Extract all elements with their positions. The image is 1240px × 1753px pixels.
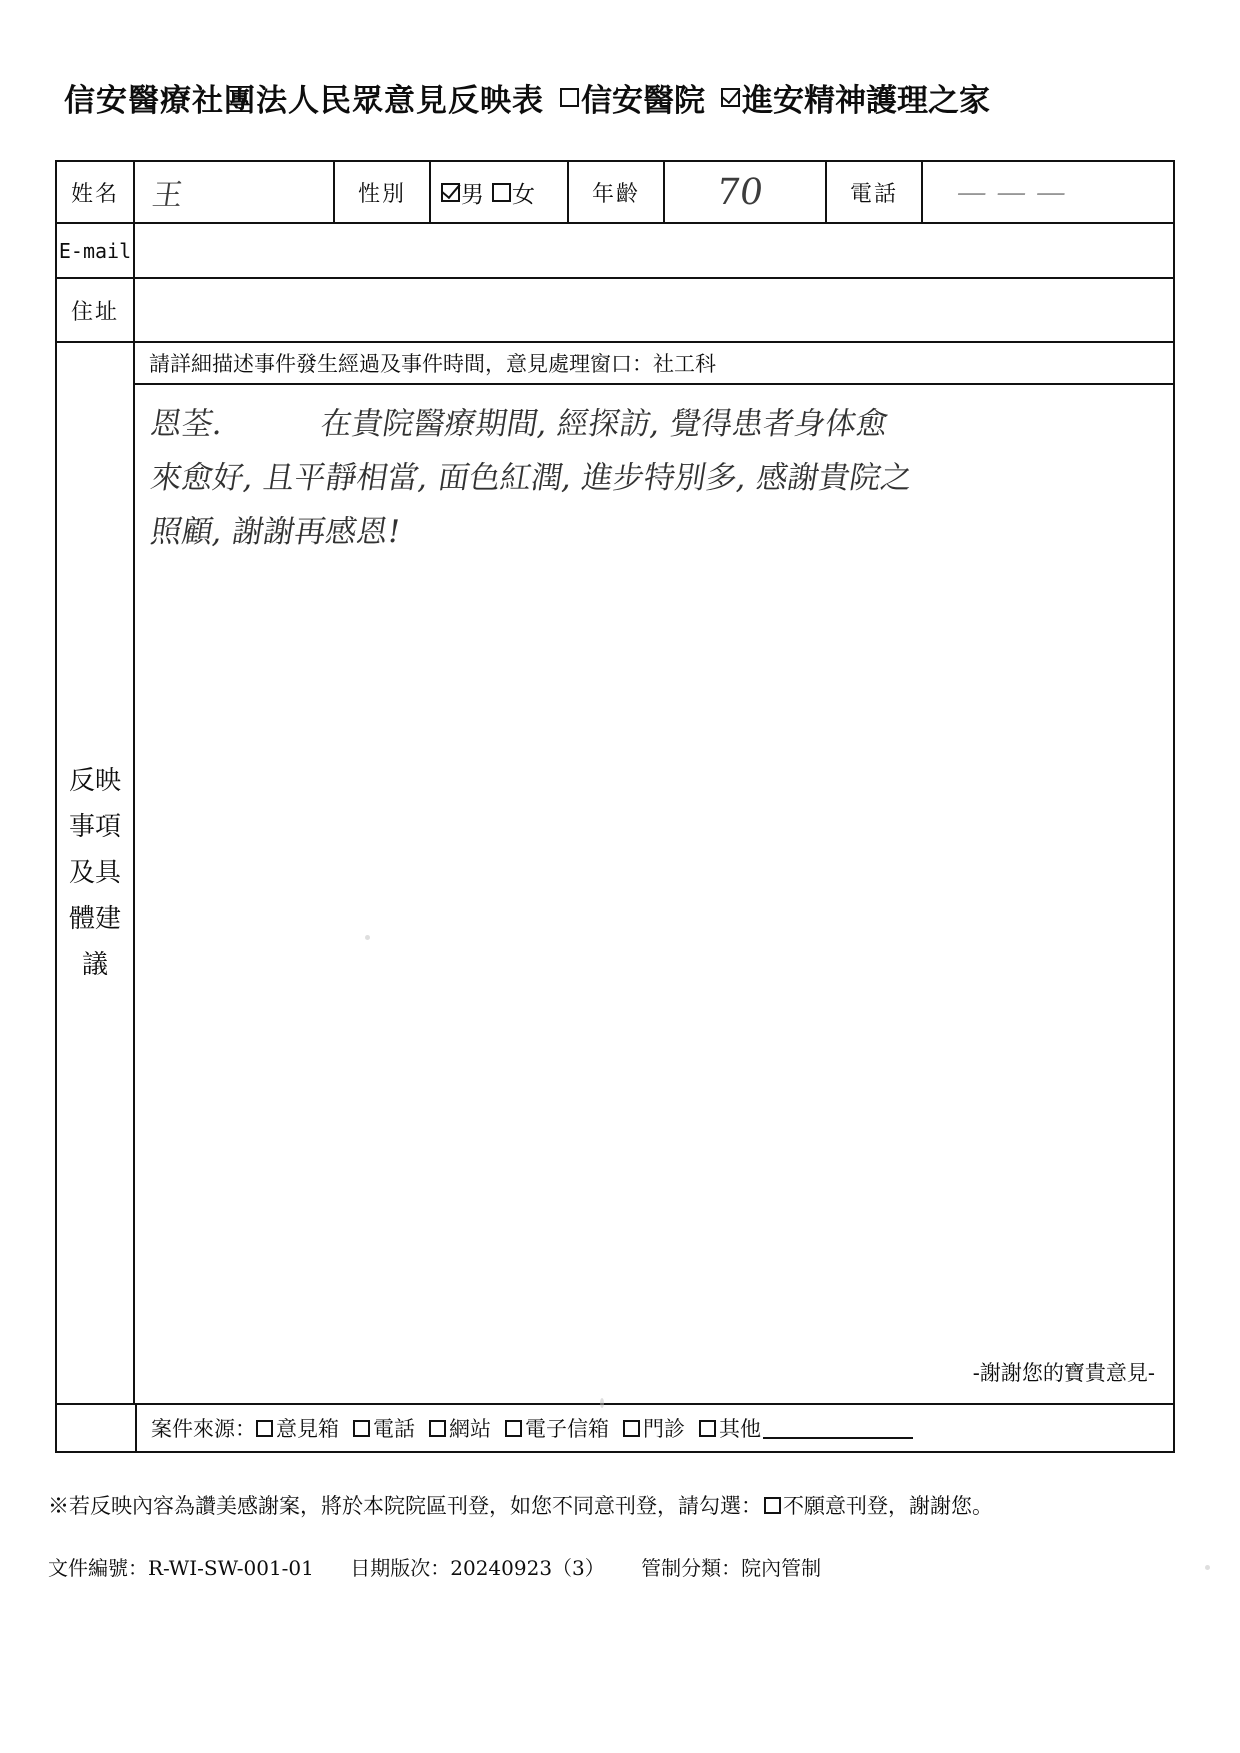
tel-field[interactable] [923, 162, 1173, 222]
feedback-side-label-text: 反映事項及具體建議 [68, 766, 121, 980]
checkbox-other-icon[interactable] [699, 1420, 716, 1437]
source-option-suggestion-box-label: 意見箱 [276, 1417, 339, 1441]
scan-artifact [365, 935, 370, 940]
page-title: 信安醫療社團法人民眾意見反映表 [64, 83, 544, 119]
age-label: 年齡 [569, 162, 665, 222]
source-option-phone[interactable] [353, 1413, 415, 1443]
scan-artifact [1205, 1565, 1210, 1570]
age-field[interactable] [665, 162, 827, 222]
checkbox-clinic-icon[interactable] [623, 1420, 640, 1437]
address-field[interactable] [135, 279, 1173, 341]
feedback-textarea[interactable] [135, 385, 1173, 1403]
source-other-input[interactable] [763, 1417, 913, 1439]
header-option-nursing-home-label: 進安精神護理之家 [742, 83, 990, 119]
form-table [55, 160, 1175, 1453]
address-label: 住址 [57, 279, 135, 341]
checkbox-suggestion-box-icon[interactable] [256, 1420, 273, 1437]
source-option-clinic-label: 門診 [643, 1417, 685, 1441]
gender-female-label: 女 [512, 181, 535, 208]
document-number: 文件編號：R-WI-SW-001-01 [48, 1556, 314, 1580]
feedback-instruction: 請詳細描述事件發生經過及事件時間，意見處理窗口：社工科 [135, 343, 1173, 385]
checkbox-website-icon[interactable] [429, 1420, 446, 1437]
source-option-website-label: 網站 [449, 1417, 491, 1441]
age-value: 70 [714, 171, 766, 213]
closing-note: -謝謝您的寶貴意見- [972, 1361, 1155, 1385]
source-label: 案件來源： [151, 1417, 256, 1441]
checkbox-hospital-icon[interactable] [560, 88, 579, 107]
source-option-website[interactable] [429, 1413, 491, 1443]
header-option-hospital[interactable] [560, 75, 705, 120]
header-option-nursing-home[interactable] [721, 75, 990, 120]
checkbox-email-icon[interactable] [505, 1420, 522, 1437]
handwriting-line-4: 照顧, 謝謝再感恩! [148, 514, 404, 550]
name-field[interactable] [135, 162, 335, 222]
email-label: E-mail [57, 224, 135, 277]
source-option-other[interactable] [699, 1413, 913, 1443]
table-row-source [57, 1405, 1173, 1451]
tel-value: — — — [954, 174, 1069, 210]
source-option-email[interactable] [505, 1413, 609, 1443]
source-side-blank [57, 1405, 137, 1451]
source-option-clinic[interactable] [623, 1413, 685, 1443]
source-option-other-label: 其他 [719, 1417, 761, 1441]
handwriting-line-1: 恩荃. [148, 406, 226, 442]
gender-male-label: 男 [461, 181, 484, 208]
tel-label: 電話 [827, 162, 923, 222]
header-option-hospital-label: 信安醫院 [581, 83, 705, 119]
document-version: 日期版次：20240923（3） [350, 1556, 605, 1580]
handwriting-line-2: 在貴院醫療期間, 經探訪, 覺得患者身体愈 [318, 406, 891, 442]
form-header [64, 75, 1176, 120]
table-row-feedback [57, 343, 1173, 1405]
document-classification: 管制分類：院內管制 [641, 1556, 822, 1580]
name-value: 王 [150, 178, 185, 213]
checkbox-decline-publication-icon[interactable] [764, 1497, 781, 1514]
checkbox-phone-icon[interactable] [353, 1420, 370, 1437]
publication-consent-option-label: 不願意刊登，謝謝您。 [783, 1494, 993, 1518]
gender-field[interactable] [431, 162, 569, 222]
checkbox-female-icon[interactable] [492, 183, 511, 202]
feedback-side-label [57, 343, 135, 1403]
publication-consent-prefix: ※若反映內容為讚美感謝案，將於本院院區刊登，如您不同意刊登，請勾選： [48, 1494, 762, 1518]
checkbox-nursing-home-icon[interactable] [721, 88, 740, 107]
handwriting-line-3: 來愈好, 且平靜相當, 面色紅潤, 進步特別多, 感謝貴院之 [148, 460, 915, 496]
checkbox-male-icon[interactable] [441, 183, 460, 202]
email-field[interactable] [135, 224, 1173, 277]
document-control-info [48, 1552, 851, 1581]
scan-artifact [600, 1398, 604, 1408]
source-option-phone-label: 電話 [373, 1417, 415, 1441]
publication-consent-note [48, 1490, 1198, 1520]
gender-label: 性別 [335, 162, 431, 222]
table-row-email [57, 224, 1173, 279]
name-label: 姓名 [57, 162, 135, 222]
table-row-address [57, 279, 1173, 343]
source-option-email-label: 電子信箱 [525, 1417, 609, 1441]
source-field [137, 1405, 1173, 1451]
table-row-personal [57, 162, 1173, 224]
source-option-suggestion-box[interactable] [256, 1413, 339, 1443]
